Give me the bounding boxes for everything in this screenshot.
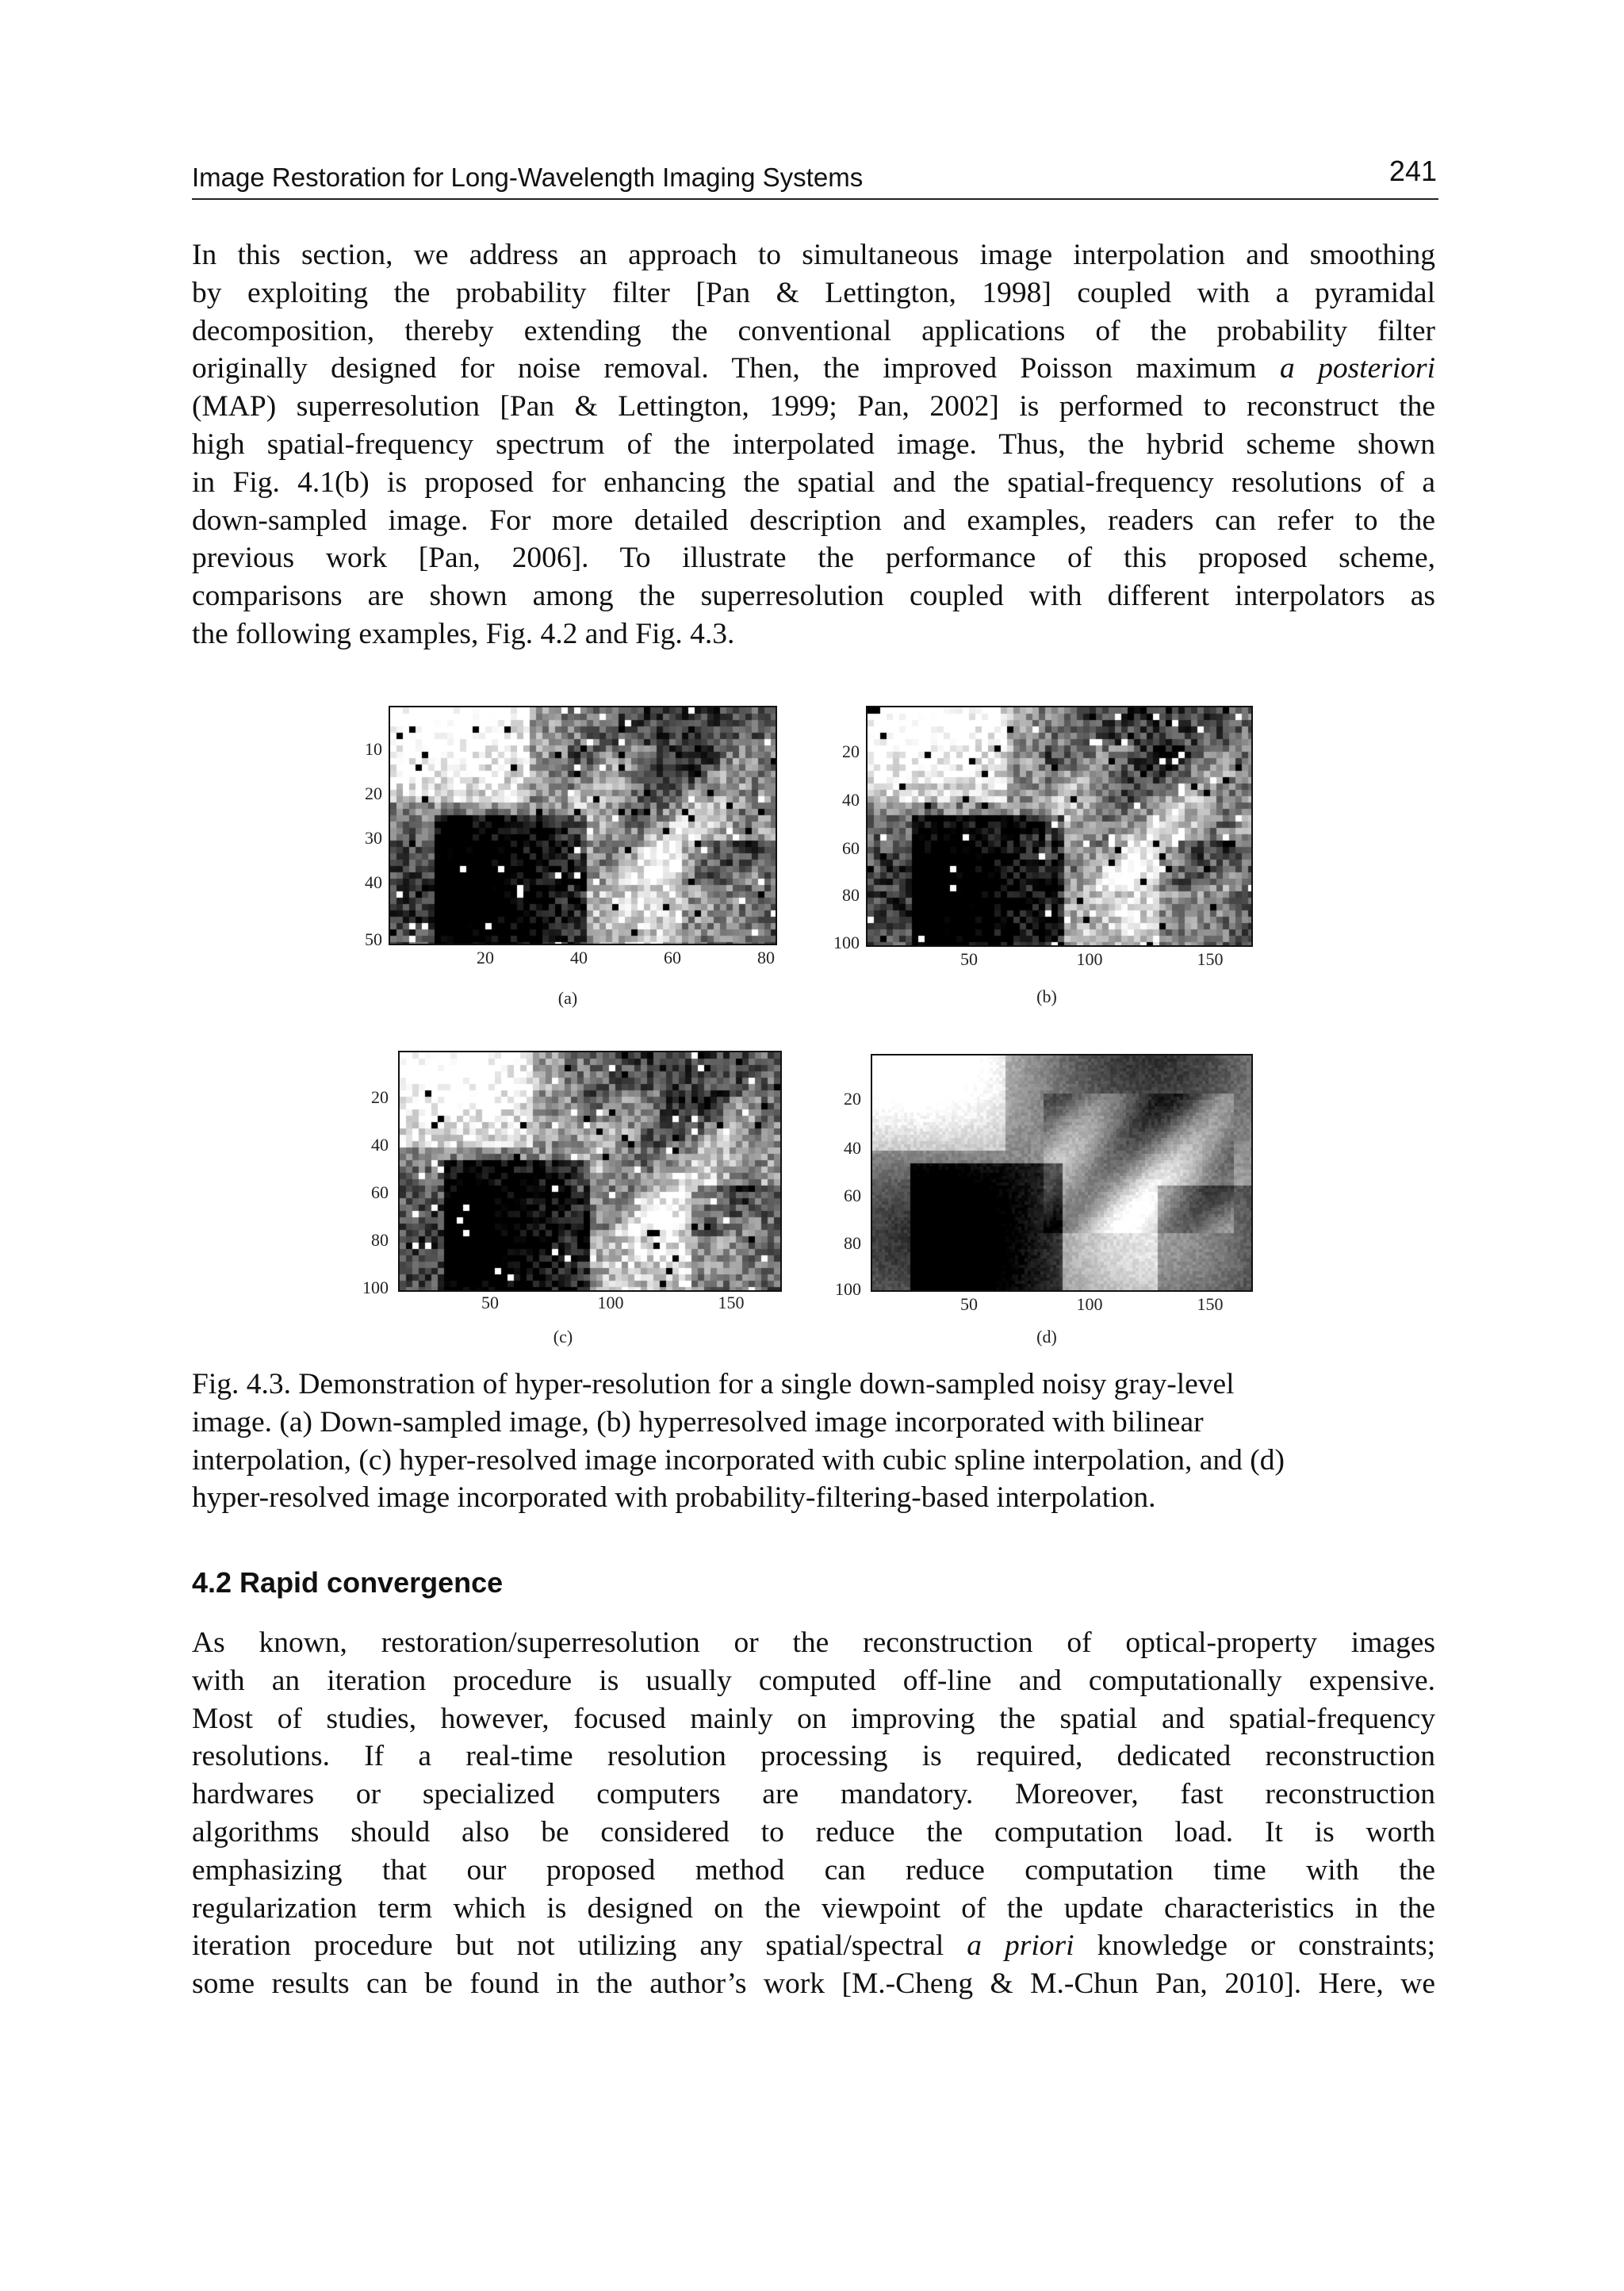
x-tick: 100 [1076, 1294, 1103, 1314]
text-line: down-sampled image. For more detailed description and examples, readers can refer to the [192, 504, 1435, 537]
y-tick: 40 [365, 872, 382, 892]
y-tick: 100 [362, 1278, 389, 1297]
text-line: previous work [Pan, 2006]. To illustrate the performance of this proposed scheme, [192, 542, 1435, 575]
x-tick: 150 [1197, 949, 1224, 969]
y-tick: 30 [365, 828, 382, 848]
y-tick: 20 [365, 783, 382, 803]
smooth-face-image [872, 1055, 1251, 1290]
italic-term: a posteriori [1279, 352, 1435, 385]
text-segment: originally designed for noise removal. Then, the improved Poisson maximum [192, 352, 1257, 385]
text-line: In this section, we address an approach to simultaneous image interpolation and smoothing [192, 239, 1435, 271]
text-line: emphasizing that our proposed method can reduce computation time with the [192, 1853, 1435, 1887]
text-line: As known, restoration/superresolution or the reconstruction of optical-property images [192, 1626, 1435, 1659]
y-tick: 60 [844, 1186, 861, 1205]
x-tick: 50 [481, 1293, 499, 1312]
text-line: some results can be found in the author’s work [M.-Cheng & M.-Chun Pan, 2010]. Here, we [192, 1967, 1435, 2001]
italic-term: a priori [967, 1929, 1074, 1963]
y-tick: 20 [842, 741, 860, 761]
text-line: by exploiting the probability filter [Pan & Lettington, 1998] coupled with a pyramidal [192, 276, 1435, 309]
panel-image [866, 706, 1253, 947]
page-number: 241 [1388, 155, 1437, 187]
y-tick: 10 [365, 739, 382, 759]
x-tick: 150 [1197, 1294, 1224, 1314]
text-line: high spatial-frequency spectrum of the interpolated image. Thus, the hybrid scheme shown [192, 427, 1435, 461]
x-tick: 20 [477, 948, 494, 967]
x-tick: 150 [718, 1293, 745, 1312]
panel-image [389, 706, 777, 945]
caption-line: hyper-resolved image incorporated with probability-filtering-based interpolation. [192, 1481, 1156, 1515]
x-tick: 40 [570, 948, 588, 967]
text-line: decomposition, thereby extending the conventional applications of the probability filter [192, 314, 1435, 347]
y-tick: 50 [365, 929, 382, 949]
x-tick: 50 [960, 1294, 978, 1314]
y-tick: 20 [844, 1089, 861, 1109]
panel-label: (b) [1036, 987, 1057, 1006]
y-tick: 100 [835, 1279, 861, 1299]
y-tick: 40 [842, 790, 860, 810]
caption-line: Fig. 4.3. Demonstration of hyper-resolution for a single down-sampled noisy gray-level [192, 1368, 1235, 1400]
text-line: resolutions. If a real-time resolution processing is required, dedicated reconstruction [192, 1740, 1435, 1773]
caption-line: interpolation, (c) hyper-resolved image incorporated with cubic spline interpolation, and (d) [192, 1443, 1285, 1477]
text-line [192, 350, 1435, 388]
x-tick: 50 [960, 949, 978, 969]
text-segment: knowledge or constraints; [1097, 1929, 1435, 1963]
text-line: algorithms should also be considered to reduce the computation load. It is worth [192, 1815, 1435, 1849]
panel-label: (a) [557, 988, 578, 1008]
text-line: Most of studies, however, focused mainly on improving the spatial and spatial-frequency [192, 1702, 1435, 1735]
panel-label: (d) [1036, 1327, 1057, 1347]
figure-panel-d [825, 1043, 1269, 1360]
figure-caption [192, 1366, 1461, 1517]
section-paragraph [192, 1624, 1435, 2003]
text-line: the following examples, Fig. 4.2 and Fig. 4.3. [192, 617, 735, 650]
section-heading: 4.2 Rapid convergence [192, 1566, 504, 1599]
text-line: (MAP) superresolution [Pan & Lettington, 1999; Pan, 2002] is performed to reconstruct the [192, 390, 1435, 423]
noisy-face-image [868, 707, 1251, 945]
text-line: hardwares or specialized computers are mandatory. Moreover, fast reconstruction [192, 1778, 1435, 1811]
figure-panel-a [349, 698, 793, 1015]
text-line: regularization term which is designed on the viewpoint of the update characteristics in the [192, 1891, 1435, 1925]
running-head [192, 155, 1437, 193]
caption-line: image. (a) Down-sampled image, (b) hyperresolved image incorporated with bilinear [192, 1405, 1204, 1439]
y-tick: 40 [371, 1135, 389, 1155]
text-line [192, 1927, 1435, 1965]
figure-panel-b [825, 698, 1269, 1015]
x-tick: 100 [597, 1293, 624, 1312]
y-tick: 80 [842, 885, 860, 905]
text-line: in Fig. 4.1(b) is proposed for enhancing the spatial and the spatial-frequency resolutions of a [192, 465, 1435, 499]
y-tick: 20 [371, 1087, 389, 1107]
figure-panel-c [349, 1043, 793, 1360]
noisy-face-image [390, 707, 776, 944]
panel-image [398, 1051, 782, 1292]
y-tick: 100 [833, 933, 860, 952]
text-line: with an iteration procedure is usually computed off-line and computationally expensive. [192, 1664, 1435, 1697]
text-line: comparisons are shown among the superresolution coupled with different interpolators as [192, 580, 1435, 613]
x-tick: 80 [757, 948, 775, 967]
text-segment: iteration procedure but not utilizing any spatial/spectral [192, 1929, 944, 1963]
noisy-face-image [400, 1052, 780, 1290]
intro-paragraph [192, 236, 1435, 653]
y-tick: 80 [844, 1233, 861, 1253]
y-tick: 40 [844, 1138, 861, 1158]
header-rule [192, 198, 1438, 200]
x-tick: 100 [1076, 949, 1103, 969]
running-title: Image Restoration for Long-Wavelength Imaging Systems [192, 163, 864, 192]
y-tick: 60 [842, 838, 860, 858]
panel-image [871, 1054, 1253, 1292]
x-tick: 60 [664, 948, 681, 967]
y-tick: 80 [371, 1230, 389, 1250]
y-tick: 60 [371, 1182, 389, 1202]
panel-label: (c) [553, 1327, 573, 1347]
